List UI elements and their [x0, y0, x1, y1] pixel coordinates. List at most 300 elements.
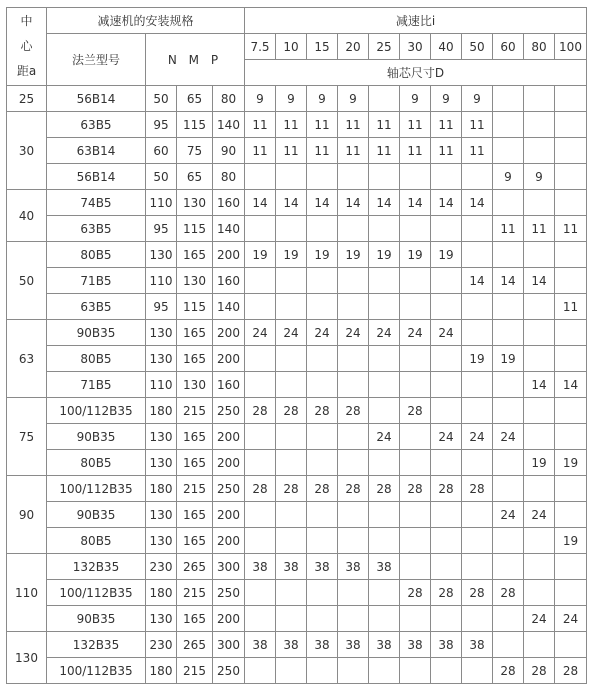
shaft-size-cell — [276, 580, 307, 606]
flange-type-cell: 100/112B35 — [47, 398, 146, 424]
n-cell: 230 — [146, 632, 177, 658]
p-cell: 300 — [213, 632, 245, 658]
table-row — [7, 658, 587, 684]
shaft-size-cell — [524, 424, 555, 450]
shaft-size-cell — [462, 294, 493, 320]
shaft-size-cell — [338, 450, 369, 476]
reducer-spec-table — [6, 7, 587, 684]
m-cell: 165 — [177, 242, 213, 268]
m-cell: 130 — [177, 372, 213, 398]
flange-type-cell: 71B5 — [47, 268, 146, 294]
shaft-size-cell — [524, 190, 555, 216]
n-cell: 110 — [146, 372, 177, 398]
shaft-size-cell: 11 — [369, 112, 400, 138]
shaft-size-cell: 11 — [307, 112, 338, 138]
shaft-size-cell: 38 — [307, 632, 338, 658]
p-cell: 200 — [213, 502, 245, 528]
shaft-size-cell — [307, 372, 338, 398]
center-distance-cell: 25 — [7, 86, 47, 112]
n-cell: 130 — [146, 606, 177, 632]
shaft-size-cell: 19 — [307, 242, 338, 268]
shaft-size-cell — [493, 398, 524, 424]
table-row — [7, 398, 587, 424]
shaft-size-cell — [555, 346, 587, 372]
table-row — [7, 476, 587, 502]
shaft-size-cell — [400, 216, 431, 242]
shaft-size-cell — [524, 554, 555, 580]
table-row — [7, 632, 587, 658]
shaft-size-cell — [555, 190, 587, 216]
table-row — [7, 580, 587, 606]
flange-type-cell: 63B5 — [47, 112, 146, 138]
m-cell: 130 — [177, 190, 213, 216]
shaft-size-cell — [493, 476, 524, 502]
m-cell: 165 — [177, 528, 213, 554]
shaft-size-cell: 28 — [307, 398, 338, 424]
shaft-size-cell — [524, 294, 555, 320]
shaft-size-cell: 28 — [400, 398, 431, 424]
shaft-size-cell: 9 — [431, 86, 462, 112]
shaft-size-cell: 9 — [524, 164, 555, 190]
shaft-size-cell: 19 — [431, 242, 462, 268]
shaft-size-cell — [493, 138, 524, 164]
flange-type-cell: 90B35 — [47, 424, 146, 450]
shaft-size-cell — [400, 554, 431, 580]
shaft-size-cell — [276, 268, 307, 294]
shaft-size-cell — [462, 606, 493, 632]
shaft-size-cell: 28 — [369, 476, 400, 502]
p-cell: 200 — [213, 424, 245, 450]
shaft-size-cell: 28 — [276, 398, 307, 424]
shaft-size-cell — [524, 86, 555, 112]
shaft-size-cell — [338, 424, 369, 450]
center-distance-cell: 90 — [7, 476, 47, 554]
shaft-size-cell: 24 — [307, 320, 338, 346]
shaft-size-cell — [245, 372, 276, 398]
shaft-size-cell — [338, 372, 369, 398]
shaft-size-cell — [555, 580, 587, 606]
shaft-size-cell — [307, 294, 338, 320]
shaft-size-cell: 38 — [338, 632, 369, 658]
flange-type-cell: 63B5 — [47, 216, 146, 242]
shaft-size-cell — [369, 164, 400, 190]
shaft-size-cell — [307, 268, 338, 294]
shaft-size-cell — [431, 164, 462, 190]
shaft-size-cell: 14 — [245, 190, 276, 216]
m-cell: 215 — [177, 398, 213, 424]
shaft-size-cell: 24 — [369, 320, 400, 346]
shaft-size-cell: 38 — [400, 632, 431, 658]
shaft-size-cell: 24 — [276, 320, 307, 346]
shaft-size-cell — [555, 242, 587, 268]
p-cell: 140 — [213, 216, 245, 242]
shaft-size-cell — [276, 502, 307, 528]
shaft-size-cell: 11 — [338, 112, 369, 138]
shaft-size-cell: 28 — [276, 476, 307, 502]
shaft-size-cell — [462, 372, 493, 398]
shaft-size-cell: 19 — [400, 242, 431, 268]
flange-type-cell: 74B5 — [47, 190, 146, 216]
shaft-size-cell — [276, 372, 307, 398]
shaft-size-cell — [369, 268, 400, 294]
table-row — [7, 190, 587, 216]
shaft-size-cell: 14 — [524, 268, 555, 294]
shaft-size-cell — [524, 528, 555, 554]
m-cell: 75 — [177, 138, 213, 164]
shaft-size-cell: 38 — [245, 554, 276, 580]
flange-type-cell: 80B5 — [47, 528, 146, 554]
shaft-size-cell: 11 — [400, 112, 431, 138]
shaft-size-cell: 11 — [276, 112, 307, 138]
shaft-size-cell: 24 — [462, 424, 493, 450]
p-cell: 200 — [213, 346, 245, 372]
shaft-size-cell — [338, 528, 369, 554]
shaft-size-cell — [276, 346, 307, 372]
m-cell: 165 — [177, 424, 213, 450]
shaft-size-cell — [493, 632, 524, 658]
flange-type-cell: 56B14 — [47, 86, 146, 112]
shaft-size-cell — [555, 632, 587, 658]
shaft-size-cell — [431, 528, 462, 554]
shaft-size-cell — [245, 528, 276, 554]
n-cell: 60 — [146, 138, 177, 164]
shaft-size-cell: 11 — [555, 216, 587, 242]
m-cell: 115 — [177, 294, 213, 320]
p-cell: 160 — [213, 372, 245, 398]
table-row — [7, 554, 587, 580]
flange-type-cell: 56B14 — [47, 164, 146, 190]
shaft-size-cell — [555, 476, 587, 502]
shaft-size-cell — [493, 606, 524, 632]
shaft-size-cell — [462, 164, 493, 190]
m-cell: 165 — [177, 606, 213, 632]
shaft-size-cell: 24 — [555, 606, 587, 632]
shaft-size-cell — [400, 294, 431, 320]
shaft-size-cell — [369, 658, 400, 684]
shaft-size-cell — [555, 268, 587, 294]
shaft-size-cell: 19 — [493, 346, 524, 372]
shaft-size-cell — [431, 606, 462, 632]
m-cell: 165 — [177, 346, 213, 372]
shaft-size-cell — [431, 294, 462, 320]
ratio-header-cell: 25 — [369, 34, 400, 60]
shaft-size-cell — [276, 606, 307, 632]
shaft-size-cell — [555, 164, 587, 190]
shaft-size-cell: 28 — [307, 476, 338, 502]
center-distance-cell: 63 — [7, 320, 47, 398]
shaft-size-cell: 14 — [493, 268, 524, 294]
shaft-size-cell — [493, 294, 524, 320]
shaft-size-cell — [338, 216, 369, 242]
shaft-size-cell: 38 — [338, 554, 369, 580]
shaft-size-cell — [369, 86, 400, 112]
m-cell: 165 — [177, 450, 213, 476]
p-cell: 250 — [213, 398, 245, 424]
table-row — [7, 242, 587, 268]
p-cell: 80 — [213, 86, 245, 112]
shaft-size-cell: 24 — [493, 424, 524, 450]
shaft-size-cell: 11 — [431, 138, 462, 164]
n-cell: 130 — [146, 242, 177, 268]
shaft-size-cell — [276, 528, 307, 554]
m-cell: 130 — [177, 268, 213, 294]
shaft-size-cell — [400, 606, 431, 632]
shaft-size-cell: 9 — [493, 164, 524, 190]
shaft-size-cell — [276, 450, 307, 476]
ratio-header: 减速比i — [245, 8, 587, 34]
shaft-size-cell — [338, 294, 369, 320]
flange-type-cell: 80B5 — [47, 450, 146, 476]
shaft-size-cell — [276, 164, 307, 190]
shaft-size-cell: 28 — [462, 476, 493, 502]
m-cell: 265 — [177, 554, 213, 580]
shaft-size-cell — [524, 476, 555, 502]
m-cell: 165 — [177, 320, 213, 346]
ratio-header-cell: 100 — [555, 34, 587, 60]
table-row — [7, 112, 587, 138]
flange-type-cell: 80B5 — [47, 346, 146, 372]
shaft-size-cell — [338, 346, 369, 372]
n-cell: 110 — [146, 190, 177, 216]
shaft-size-cell: 24 — [493, 502, 524, 528]
shaft-size-cell: 11 — [462, 138, 493, 164]
shaft-size-cell — [338, 580, 369, 606]
shaft-size-cell — [462, 450, 493, 476]
n-cell: 180 — [146, 398, 177, 424]
shaft-size-cell: 28 — [431, 580, 462, 606]
shaft-size-cell — [431, 268, 462, 294]
shaft-size-cell: 19 — [276, 242, 307, 268]
n-cell: 130 — [146, 346, 177, 372]
shaft-size-cell — [369, 528, 400, 554]
ratio-header-cell: 7.5 — [245, 34, 276, 60]
shaft-size-cell — [400, 424, 431, 450]
shaft-size-cell — [524, 346, 555, 372]
m-cell: 265 — [177, 632, 213, 658]
table-row — [7, 216, 587, 242]
shaft-size-cell: 11 — [493, 216, 524, 242]
p-cell: 140 — [213, 294, 245, 320]
shaft-size-cell: 19 — [338, 242, 369, 268]
p-cell: 250 — [213, 476, 245, 502]
shaft-size-cell — [369, 606, 400, 632]
shaft-size-cell: 9 — [462, 86, 493, 112]
shaft-size-cell: 24 — [431, 320, 462, 346]
shaft-size-cell — [338, 606, 369, 632]
shaft-size-cell: 24 — [431, 424, 462, 450]
table-row — [7, 294, 587, 320]
shaft-size-cell — [307, 528, 338, 554]
shaft-size-cell: 28 — [338, 476, 369, 502]
table-row — [7, 372, 587, 398]
shaft-size-cell: 14 — [431, 190, 462, 216]
n-cell: 180 — [146, 658, 177, 684]
ratio-header-cell: 50 — [462, 34, 493, 60]
flange-type-cell: 63B5 — [47, 294, 146, 320]
shaft-size-cell — [555, 320, 587, 346]
n-cell: 180 — [146, 580, 177, 606]
shaft-size-cell: 38 — [369, 632, 400, 658]
shaft-size-cell — [462, 216, 493, 242]
shaft-size-cell: 24 — [524, 502, 555, 528]
shaft-size-cell — [555, 424, 587, 450]
shaft-size-cell — [462, 554, 493, 580]
shaft-size-cell — [555, 502, 587, 528]
shaft-size-cell: 28 — [431, 476, 462, 502]
n-cell: 95 — [146, 216, 177, 242]
shaft-size-cell — [400, 658, 431, 684]
shaft-size-cell: 11 — [307, 138, 338, 164]
shaft-size-cell — [369, 398, 400, 424]
p-cell: 250 — [213, 580, 245, 606]
shaft-size-cell — [462, 242, 493, 268]
shaft-size-cell: 28 — [338, 398, 369, 424]
shaft-size-cell: 24 — [369, 424, 400, 450]
shaft-size-cell — [369, 216, 400, 242]
shaft-size-cell — [307, 580, 338, 606]
shaft-size-cell: 9 — [400, 86, 431, 112]
shaft-size-cell: 11 — [369, 138, 400, 164]
shaft-size-cell — [400, 502, 431, 528]
shaft-size-cell — [307, 658, 338, 684]
center-distance-cell: 130 — [7, 632, 47, 684]
shaft-size-cell — [369, 372, 400, 398]
shaft-size-cell — [245, 580, 276, 606]
shaft-size-cell — [307, 450, 338, 476]
shaft-size-header: 轴芯尺寸D — [245, 60, 587, 86]
p-cell: 200 — [213, 320, 245, 346]
shaft-size-cell — [400, 450, 431, 476]
shaft-size-cell — [400, 346, 431, 372]
shaft-size-cell — [431, 372, 462, 398]
shaft-size-cell — [245, 346, 276, 372]
ratio-header-cell: 80 — [524, 34, 555, 60]
shaft-size-cell — [524, 398, 555, 424]
shaft-size-cell: 14 — [400, 190, 431, 216]
shaft-size-cell: 11 — [462, 112, 493, 138]
shaft-size-cell: 19 — [555, 450, 587, 476]
n-cell: 130 — [146, 424, 177, 450]
shaft-size-cell — [493, 112, 524, 138]
shaft-size-cell: 14 — [369, 190, 400, 216]
shaft-size-cell — [524, 242, 555, 268]
shaft-size-cell — [555, 554, 587, 580]
shaft-size-cell: 19 — [524, 450, 555, 476]
m-cell: 165 — [177, 502, 213, 528]
flange-type-cell: 90B35 — [47, 320, 146, 346]
ratio-header-cell: 40 — [431, 34, 462, 60]
p-cell: 200 — [213, 528, 245, 554]
shaft-size-cell — [555, 398, 587, 424]
n-cell: 130 — [146, 502, 177, 528]
shaft-size-cell: 14 — [307, 190, 338, 216]
shaft-size-cell: 9 — [276, 86, 307, 112]
shaft-size-cell: 24 — [338, 320, 369, 346]
shaft-size-cell: 11 — [400, 138, 431, 164]
p-cell: 200 — [213, 242, 245, 268]
shaft-size-cell — [369, 502, 400, 528]
n-cell: 130 — [146, 320, 177, 346]
shaft-size-cell — [307, 216, 338, 242]
flange-type-cell: 80B5 — [47, 242, 146, 268]
shaft-size-cell — [307, 424, 338, 450]
shaft-size-cell — [555, 112, 587, 138]
shaft-size-cell: 14 — [462, 190, 493, 216]
ratio-header-cell: 60 — [493, 34, 524, 60]
table-row — [7, 606, 587, 632]
shaft-size-cell: 19 — [369, 242, 400, 268]
shaft-size-cell: 14 — [276, 190, 307, 216]
shaft-size-cell — [462, 528, 493, 554]
shaft-size-cell — [400, 268, 431, 294]
ratio-header-cell: 20 — [338, 34, 369, 60]
shaft-size-cell: 38 — [276, 632, 307, 658]
n-cell: 230 — [146, 554, 177, 580]
p-cell: 80 — [213, 164, 245, 190]
shaft-size-cell — [431, 554, 462, 580]
shaft-size-cell: 9 — [307, 86, 338, 112]
shaft-size-cell: 11 — [431, 112, 462, 138]
shaft-size-cell — [276, 658, 307, 684]
flange-type-cell: 100/112B35 — [47, 476, 146, 502]
shaft-size-cell: 24 — [524, 606, 555, 632]
shaft-size-cell — [431, 216, 462, 242]
shaft-size-cell — [493, 190, 524, 216]
shaft-size-cell — [431, 502, 462, 528]
shaft-size-cell: 38 — [431, 632, 462, 658]
center-distance-cell: 30 — [7, 112, 47, 190]
center-distance-cell: 75 — [7, 398, 47, 476]
shaft-size-cell — [307, 164, 338, 190]
shaft-size-cell: 14 — [524, 372, 555, 398]
shaft-size-cell — [462, 658, 493, 684]
flange-type-cell: 100/112B35 — [47, 658, 146, 684]
shaft-size-cell — [245, 216, 276, 242]
shaft-size-cell — [245, 424, 276, 450]
shaft-size-cell — [493, 372, 524, 398]
shaft-size-cell — [431, 346, 462, 372]
table-row — [7, 86, 587, 112]
shaft-size-cell — [493, 554, 524, 580]
flange-type-header: 法兰型号 — [47, 34, 146, 86]
shaft-size-cell — [245, 502, 276, 528]
shaft-size-cell — [400, 528, 431, 554]
table-row — [7, 424, 587, 450]
shaft-size-cell — [369, 346, 400, 372]
p-cell: 140 — [213, 112, 245, 138]
shaft-size-cell — [338, 268, 369, 294]
shaft-size-cell — [493, 450, 524, 476]
p-cell: 160 — [213, 268, 245, 294]
shaft-size-cell — [524, 632, 555, 658]
ratio-header-cell: 15 — [307, 34, 338, 60]
shaft-size-cell — [307, 502, 338, 528]
shaft-size-cell — [493, 242, 524, 268]
shaft-size-cell: 38 — [276, 554, 307, 580]
shaft-size-cell — [245, 658, 276, 684]
shaft-size-cell — [462, 398, 493, 424]
table-row — [7, 346, 587, 372]
shaft-size-cell: 19 — [245, 242, 276, 268]
shaft-size-cell — [369, 580, 400, 606]
install-spec-header: 减速机的安装规格 — [47, 8, 245, 34]
shaft-size-cell — [493, 320, 524, 346]
shaft-size-cell: 19 — [462, 346, 493, 372]
m-cell: 115 — [177, 216, 213, 242]
shaft-size-cell: 24 — [400, 320, 431, 346]
ratio-header-cell: 30 — [400, 34, 431, 60]
shaft-size-cell — [307, 346, 338, 372]
